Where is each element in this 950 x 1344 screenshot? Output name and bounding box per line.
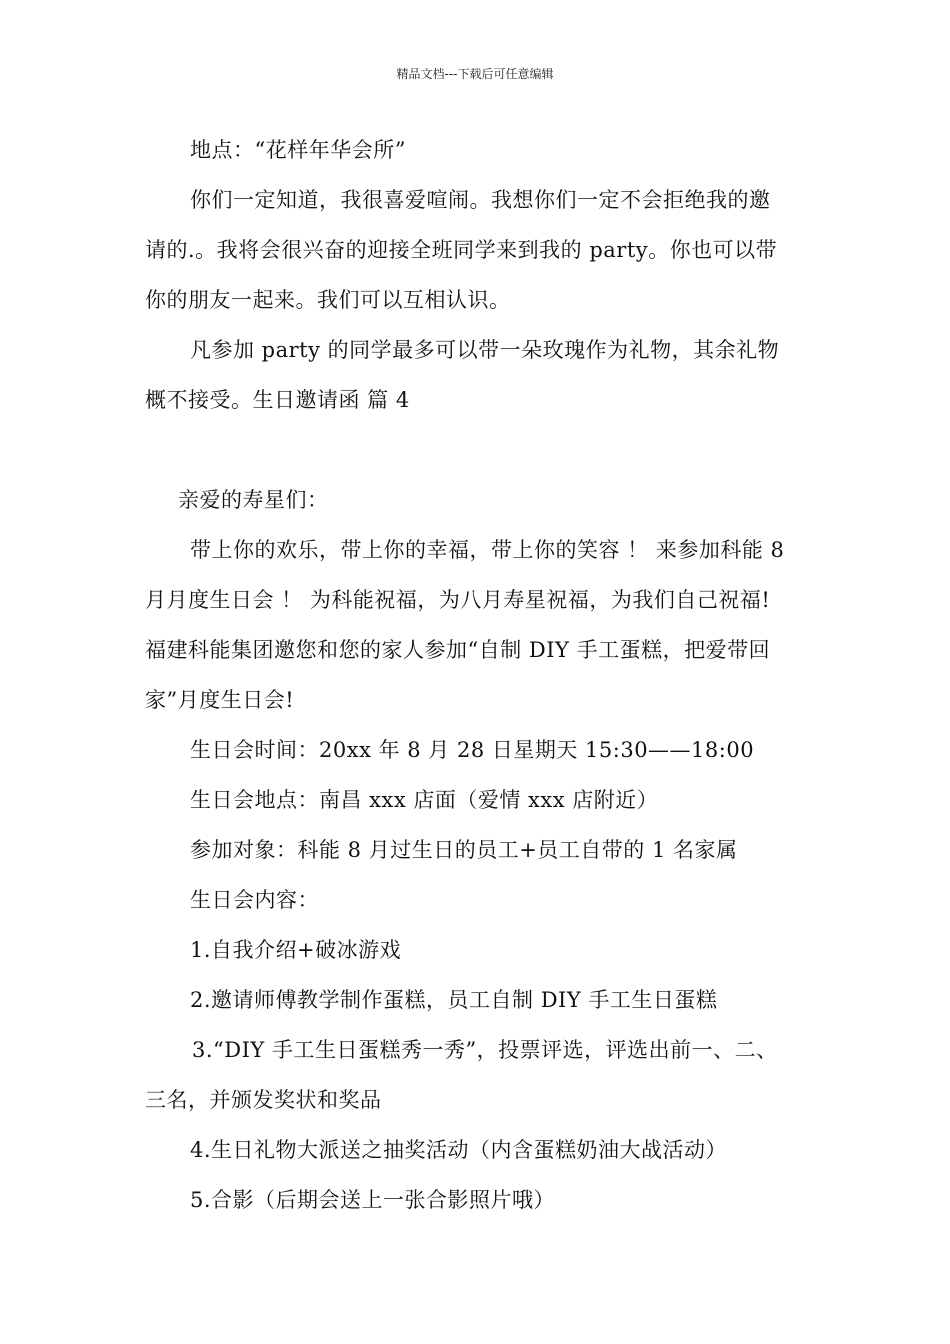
event-location: 生日会地点：南昌 xxx 店面（爱情 xxx 店附近） [190, 788, 659, 812]
list-item: 2.邀请师傅教学制作蛋糕，员工自制 DIY 手工生日蛋糕 [190, 988, 718, 1012]
text-line: 你们一定知道，我很喜爱喧闹。我想你们一定不会拒绝我的邀 [190, 188, 771, 212]
salutation: 亲爱的寿星们： [178, 488, 329, 512]
event-participants: 参加对象：科能 8 月过生日的员工+员工自带的 1 名家属 [190, 838, 738, 862]
list-item-continuation: 三名，并颁发奖状和奖品 [145, 1088, 382, 1112]
text-line-location: 地点：“花样年华会所” [190, 138, 406, 162]
list-item: 4.生日礼物大派送之抽奖活动（内含蛋糕奶油大战活动） [190, 1138, 728, 1162]
list-item: 1.自我介绍+破冰游戏 [190, 938, 402, 962]
event-content-heading: 生日会内容： [190, 888, 319, 912]
text-line: 你的朋友一起来。我们可以互相认识。 [145, 288, 511, 312]
list-item: 5.合影（后期会送上一张合影照片哦） [190, 1188, 556, 1212]
page-header: 精品文档---下载后可任意编辑 [396, 67, 554, 81]
event-time: 生日会时间：20xx 年 8 月 28 日星期天 15:30——18:00 [190, 738, 755, 762]
text-line-section-title: 概不接受。生日邀请函 篇 4 [145, 388, 410, 412]
text-line: 凡参加 party 的同学最多可以带一朵玫瑰作为礼物，其余礼物 [190, 338, 780, 362]
text-line: 福建科能集团邀您和您的家人参加“自制 DIY 手工蛋糕，把爱带回 [145, 638, 771, 662]
text-line: 请的.。我将会很兴奋的迎接全班同学来到我的 party。你也可以带 [145, 238, 778, 262]
text-line: 月月度生日会 ！ 为科能祝福，为八月寿星祝福，为我们自己祝福! [145, 588, 771, 612]
list-item: 3.“DIY 手工生日蛋糕秀一秀”，投票评选，评选出前一、二、 [192, 1038, 778, 1062]
text-line: 带上你的欢乐，带上你的幸福，带上你的笑容 ！ 来参加科能 8 [190, 538, 785, 562]
text-line: 家”月度生日会! [145, 688, 295, 712]
